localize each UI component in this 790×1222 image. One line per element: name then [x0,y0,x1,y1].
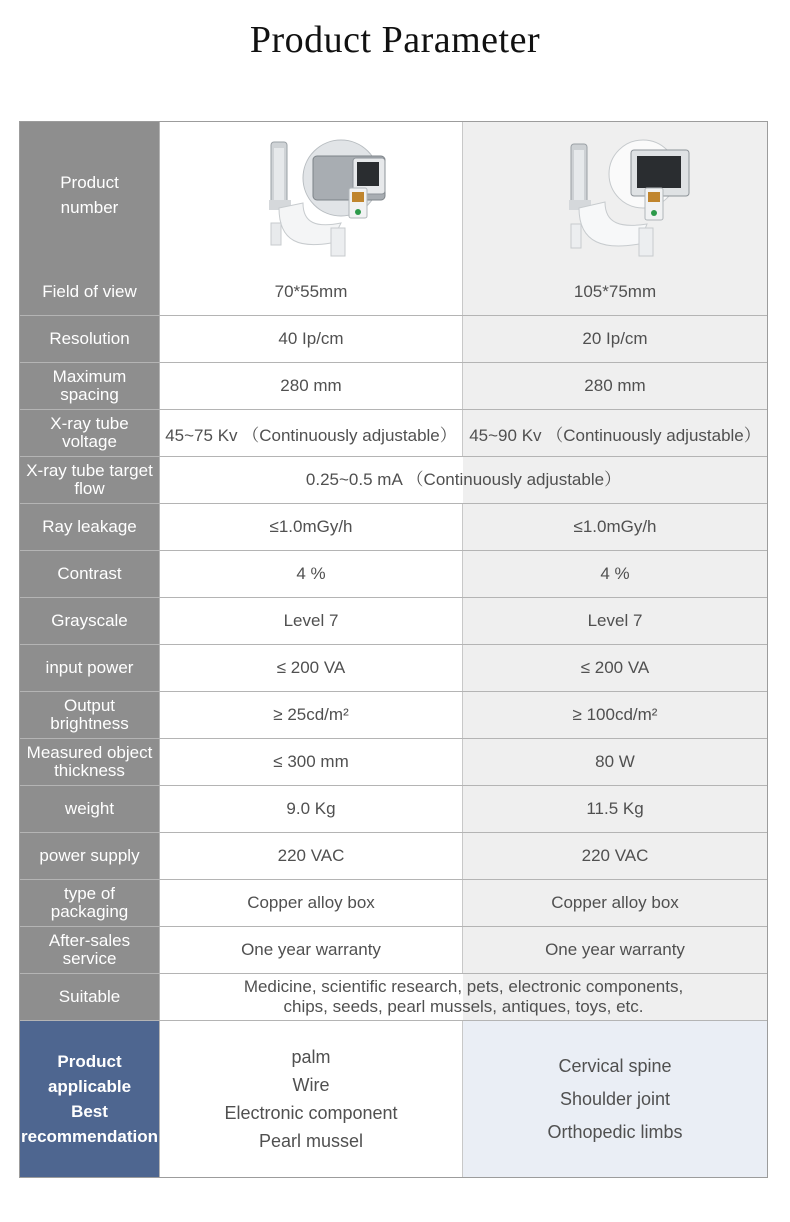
row-value-col1: ≥ 25cd/m² [160,692,463,738]
recommendation-item: Pearl mussel [258,1131,364,1151]
table-row [20,268,767,315]
table-row [20,879,767,926]
recommendation-item: palm [291,1047,331,1067]
recommendation-row [20,1020,767,1177]
product-image-2 [463,122,767,268]
row-value-col1: 70*55mm [160,268,463,315]
row-label: Output brightness [20,692,160,738]
x-ray-device-image [231,128,391,263]
recommendation-item: Orthopedic limbs [547,1121,683,1142]
row-label: Measured object thickness [20,739,160,785]
table-row [20,973,767,1020]
recommendation-item: Shoulder joint [559,1088,671,1109]
row-label: type of packaging [20,880,160,926]
row-value-col2: ≥ 100cd/m² [463,692,767,738]
table-row [20,409,767,456]
x-ray-device-image [535,128,695,263]
row-value-col1: Copper alloy box [160,880,463,926]
row-label: After-sales service [20,927,160,973]
row-value-col1: 40 Ip/cm [160,316,463,362]
row-label: weight [20,786,160,832]
row-value-col1: 220 VAC [160,833,463,879]
row-value-col1: 9.0 Kg [160,786,463,832]
row-value-col1: ≤1.0mGy/h [160,504,463,550]
row-value-col1: 4 % [160,551,463,597]
row-value-line: chips, seeds, pearl mussels, antiques, toys, etc. [283,997,644,1016]
table-row [20,456,767,503]
row-label: Field of view [20,268,160,315]
row-value-col2: 4 % [463,551,767,597]
table-row [20,785,767,832]
row-value-span [160,974,767,1020]
row-label: power supply [20,833,160,879]
recommendation-label-line: applicable [47,1077,132,1096]
table-row [20,597,767,644]
row-label [20,122,160,268]
table-row [20,691,767,738]
row-value-col2: ≤ 200 VA [463,645,767,691]
row-label: Suitable [20,974,160,1020]
table-row [20,926,767,973]
row-label: Contrast [20,551,160,597]
row-label: Maximum spacing [20,363,160,409]
row-value-col2: One year warranty [463,927,767,973]
recommendation-item: Wire [292,1075,330,1095]
row-value-col2: 20 Ip/cm [463,316,767,362]
row-value-col2: 280 mm [463,363,767,409]
table-row [20,362,767,409]
table-row [20,832,767,879]
recommendation-col-1 [160,1021,463,1177]
recommendation-label-line: recommendation [21,1127,158,1146]
row-label: Resolution [20,316,160,362]
row-label: Ray leakage [20,504,160,550]
row-value-col2: ≤1.0mGy/h [463,504,767,550]
product-image-1 [160,122,463,268]
table-row [20,550,767,597]
row-label: Grayscale [20,598,160,644]
recommendation-item: Electronic component [224,1103,398,1123]
product-number-label: Product number [60,173,119,217]
table-row [20,738,767,785]
row-value-col2: Copper alloy box [463,880,767,926]
table-row [20,503,767,550]
row-value-col1: Level 7 [160,598,463,644]
table-row [20,644,767,691]
row-value-col2: Level 7 [463,598,767,644]
row-label: input power [20,645,160,691]
recommendation-label [20,1021,160,1177]
row-value-col2: 80 W [463,739,767,785]
row-label: X-ray tube target flow [20,457,160,503]
recommendation-col-2 [463,1021,767,1177]
row-value-span: 0.25~0.5 mA （Continuously adjustable） [160,457,767,503]
row-value-col2: 220 VAC [463,833,767,879]
page-title: Product Parameter [249,19,541,61]
row-label: X-ray tube voltage [20,410,160,456]
recommendation-label-line: Best [71,1102,108,1121]
row-value-col2: 105*75mm [463,268,767,315]
recommendation-item: Cervical spine [558,1055,672,1076]
row-value-col1: 45~75 Kv （Continuously adjustable） [160,410,463,456]
row-value-col1: 280 mm [160,363,463,409]
row-value-col1: One year warranty [160,927,463,973]
product-number-row [20,122,767,268]
row-value-col2: 45~90 Kv （Continuously adjustable） [463,410,767,456]
row-value-col1: ≤ 200 VA [160,645,463,691]
recommendation-label-line: Product [57,1052,122,1071]
table-row [20,315,767,362]
row-value-col2: 11.5 Kg [463,786,767,832]
row-value-line: Medicine, scientific research, pets, electronic components, [243,977,684,996]
parameter-table [19,121,768,1178]
row-value-col1: ≤ 300 mm [160,739,463,785]
